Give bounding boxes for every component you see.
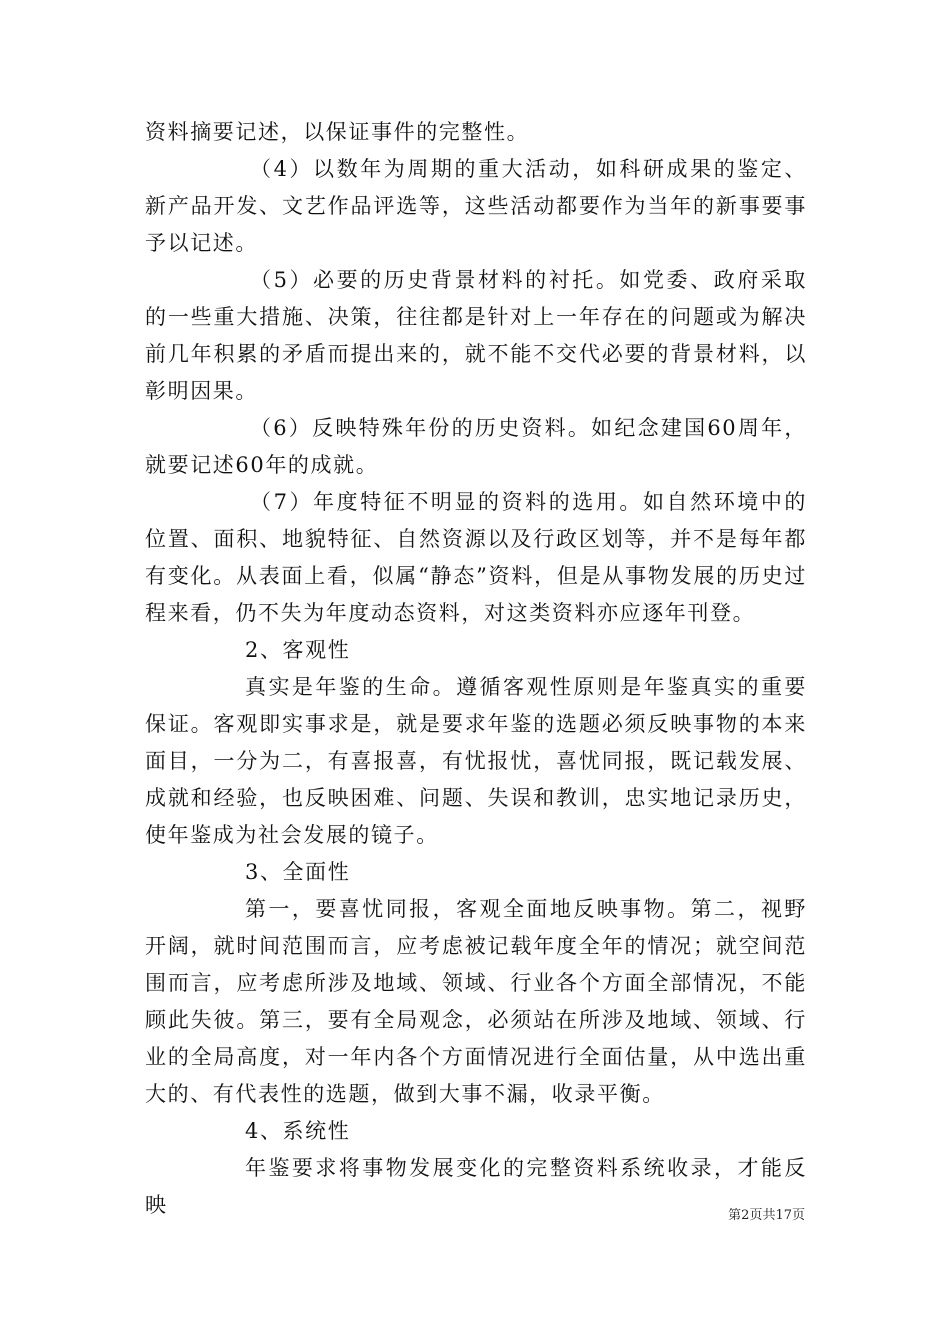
section-heading-systematicness: 4、系统性	[245, 1119, 351, 1143]
document-body	[145, 114, 807, 1224]
list-item-5: （5）必要的历史背景材料的衬托。如党委、政府采取的一些重大措施、决策，往往都是针对上一年存在的问题或为解决前几年积累的矛盾而提出来的，就不能不交代必要的背景材料，以彰明因果。	[145, 268, 807, 403]
paragraph-continuation: 资料摘要记述，以保证事件的完整性。	[145, 120, 530, 144]
list-item-7: （7）年度特征不明显的资料的选用。如自然环境中的位置、面积、地貌特征、自然资源以及行政区划等，并不是每年都有变化。从表面上看，似属“静态”资料，但是从事物发展的历史过程来看，仍不失为年度动态资料，对这类资料亦应逐年刊登。	[145, 490, 807, 625]
page-number: 第2页共17页	[728, 1208, 805, 1223]
list-item-6: （6）反映特殊年份的历史资料。如纪念建国60周年，就要记述60年的成就。	[145, 416, 807, 477]
list-item-4: （4）以数年为周期的重大活动，如科研成果的鉴定、新产品开发、文艺作品评选等，这些活动都要作为当年的新事要事予以记述。	[145, 157, 807, 255]
section-heading-comprehensiveness: 3、全面性	[245, 860, 351, 884]
section-heading-objectivity: 2、客观性	[245, 638, 351, 662]
paragraph-objectivity: 真实是年鉴的生命。遵循客观性原则是年鉴真实的重要保证。客观即实事求是，就是要求年鉴的选题必须反映事物的本来面目，一分为二，有喜报喜，有忧报忧，喜忧同报，既记载发展、成就和经验，也反映困难、问题、失误和教训，忠实地记录历史，使年鉴成为社会发展的镜子。	[145, 675, 807, 847]
paragraph-comprehensiveness: 第一，要喜忧同报，客观全面地反映事物。第二，视野开阔，就时间范围而言，应考虑被记载年度全年的情况；就空间范围而言，应考虑所涉及地域、领域、行业各个方面全部情况，不能顾此失彼。第三，要有全局观念，必须站在所涉及地域、领域、行业的全局高度，对一年内各个方面情况进行全面估量，从中选出重大的、有代表性的选题，做到大事不漏，收录平衡。	[145, 897, 807, 1106]
paragraph-systematicness: 年鉴要求将事物发展变化的完整资料系统收录，才能反映	[145, 1156, 807, 1217]
